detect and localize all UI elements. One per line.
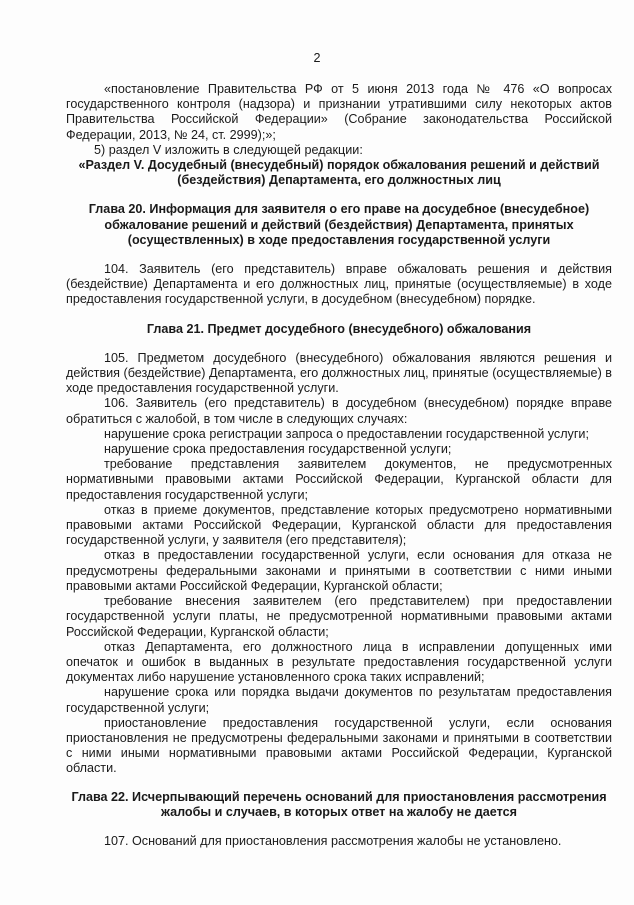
case-item: отказ Департамента, его должностного лица в исправлении допущенных ими опечаток и ошибок в выданных в результате предоставления государственной услуги документах либо нарушение установленного срока таких исправлений; [66,639,612,685]
case-item: нарушение срока предоставления государственной услуги; [104,442,452,457]
case-item: приостановление предоставления государственной услуги, если основания приостановления не предусмотрены федеральными законами и принятыми в соответствии с ними иными нормативными правовыми актами Российской Федерации, Курганской области. [66,715,612,776]
case-item: нарушение срока регистрации запроса о предоставлении государственной услуги; [104,426,589,441]
paragraph-106: 106. Заявитель (его представитель) в досудебном (внесудебном) порядке вправе обратиться с жалобой, в том числе в следующих случаях: [66,396,612,426]
case-item: отказ в предоставлении государственной услуги, если основания для отказа не предусмотрены федеральными законами и принятыми в соответствии с ними иными правовыми актами Российской Федерации, Курганской области; [66,548,612,593]
paragraph-107: 107. Оснований для приостановления рассмотрения жалобы не установлено. [104,833,562,848]
case-item: нарушение срока или порядка выдачи документов по результатам предоставления государственной услуги; [66,685,612,715]
chapter-21-title: Глава 21. Предмет досудебного (внесудебного) обжалования [146,321,532,336]
page-number: 2 [313,51,321,65]
quote-paragraph: «постановление Правительства РФ от 5 июня 2013 года № 476 «О вопросах государственного контроля (надзора) и признании утратившими силу некоторых актов Правительства Российской Федерации» (Собрание законодательства Российской Федерации, 2013, № 24, ст. 2999);»; [66,82,612,142]
section-title: «Раздел V. Досудебный (внесудебный) порядок обжалования решений и действий (бездействия) Департамента, его должностных лиц [78,158,600,188]
chapter-22-title: Глава 22. Исчерпывающий перечень оснований для приостановления рассмотрения жалобы и случаев, в которых ответ на жалобу не дается [71,789,607,819]
paragraph-104: 104. Заявитель (его представитель) вправе обжаловать решения и действия (бездействие) Департамента и его должностных лиц, принятые (осуществляемые) в ходе предоставления государственной услуги, в досудебном (внесудебном) порядке. [66,262,612,307]
case-item: требование внесения заявителем (его представителем) при предоставлении государственной услуги платы, не предусмотренной нормативными правовыми актами Российской Федерации, Курганской области; [66,594,612,639]
case-item: требование представления заявителем документов, не предусмотренных нормативными правовыми актами Российской Федерации, Курганской области для предоставления государственной услуги; [66,457,612,502]
item-5: 5) раздел V изложить в следующей редакции: [94,142,363,157]
paragraph-105: 105. Предметом досудебного (внесудебного) обжалования являются решения и действия (бездействие) Департамента, его должностных лиц, принятые (осуществляемые) в ходе предоставления государственной услуги. [66,350,612,396]
chapter-20-title: Глава 20. Информация для заявителя о его праве на досудебное (внесудебное) обжалование решений и действий (бездействия) Департамента, принятых (осуществленных) в ходе предоставления государственной услуги [88,202,590,247]
case-item: отказ в приеме документов, представление которых предусмотрено нормативными правовыми актами Российской Федерации, Курганской области для предоставления государственной услуги, у заявителя (его представителя); [66,502,612,548]
document-body [66,82,612,849]
cases-list [66,427,612,777]
